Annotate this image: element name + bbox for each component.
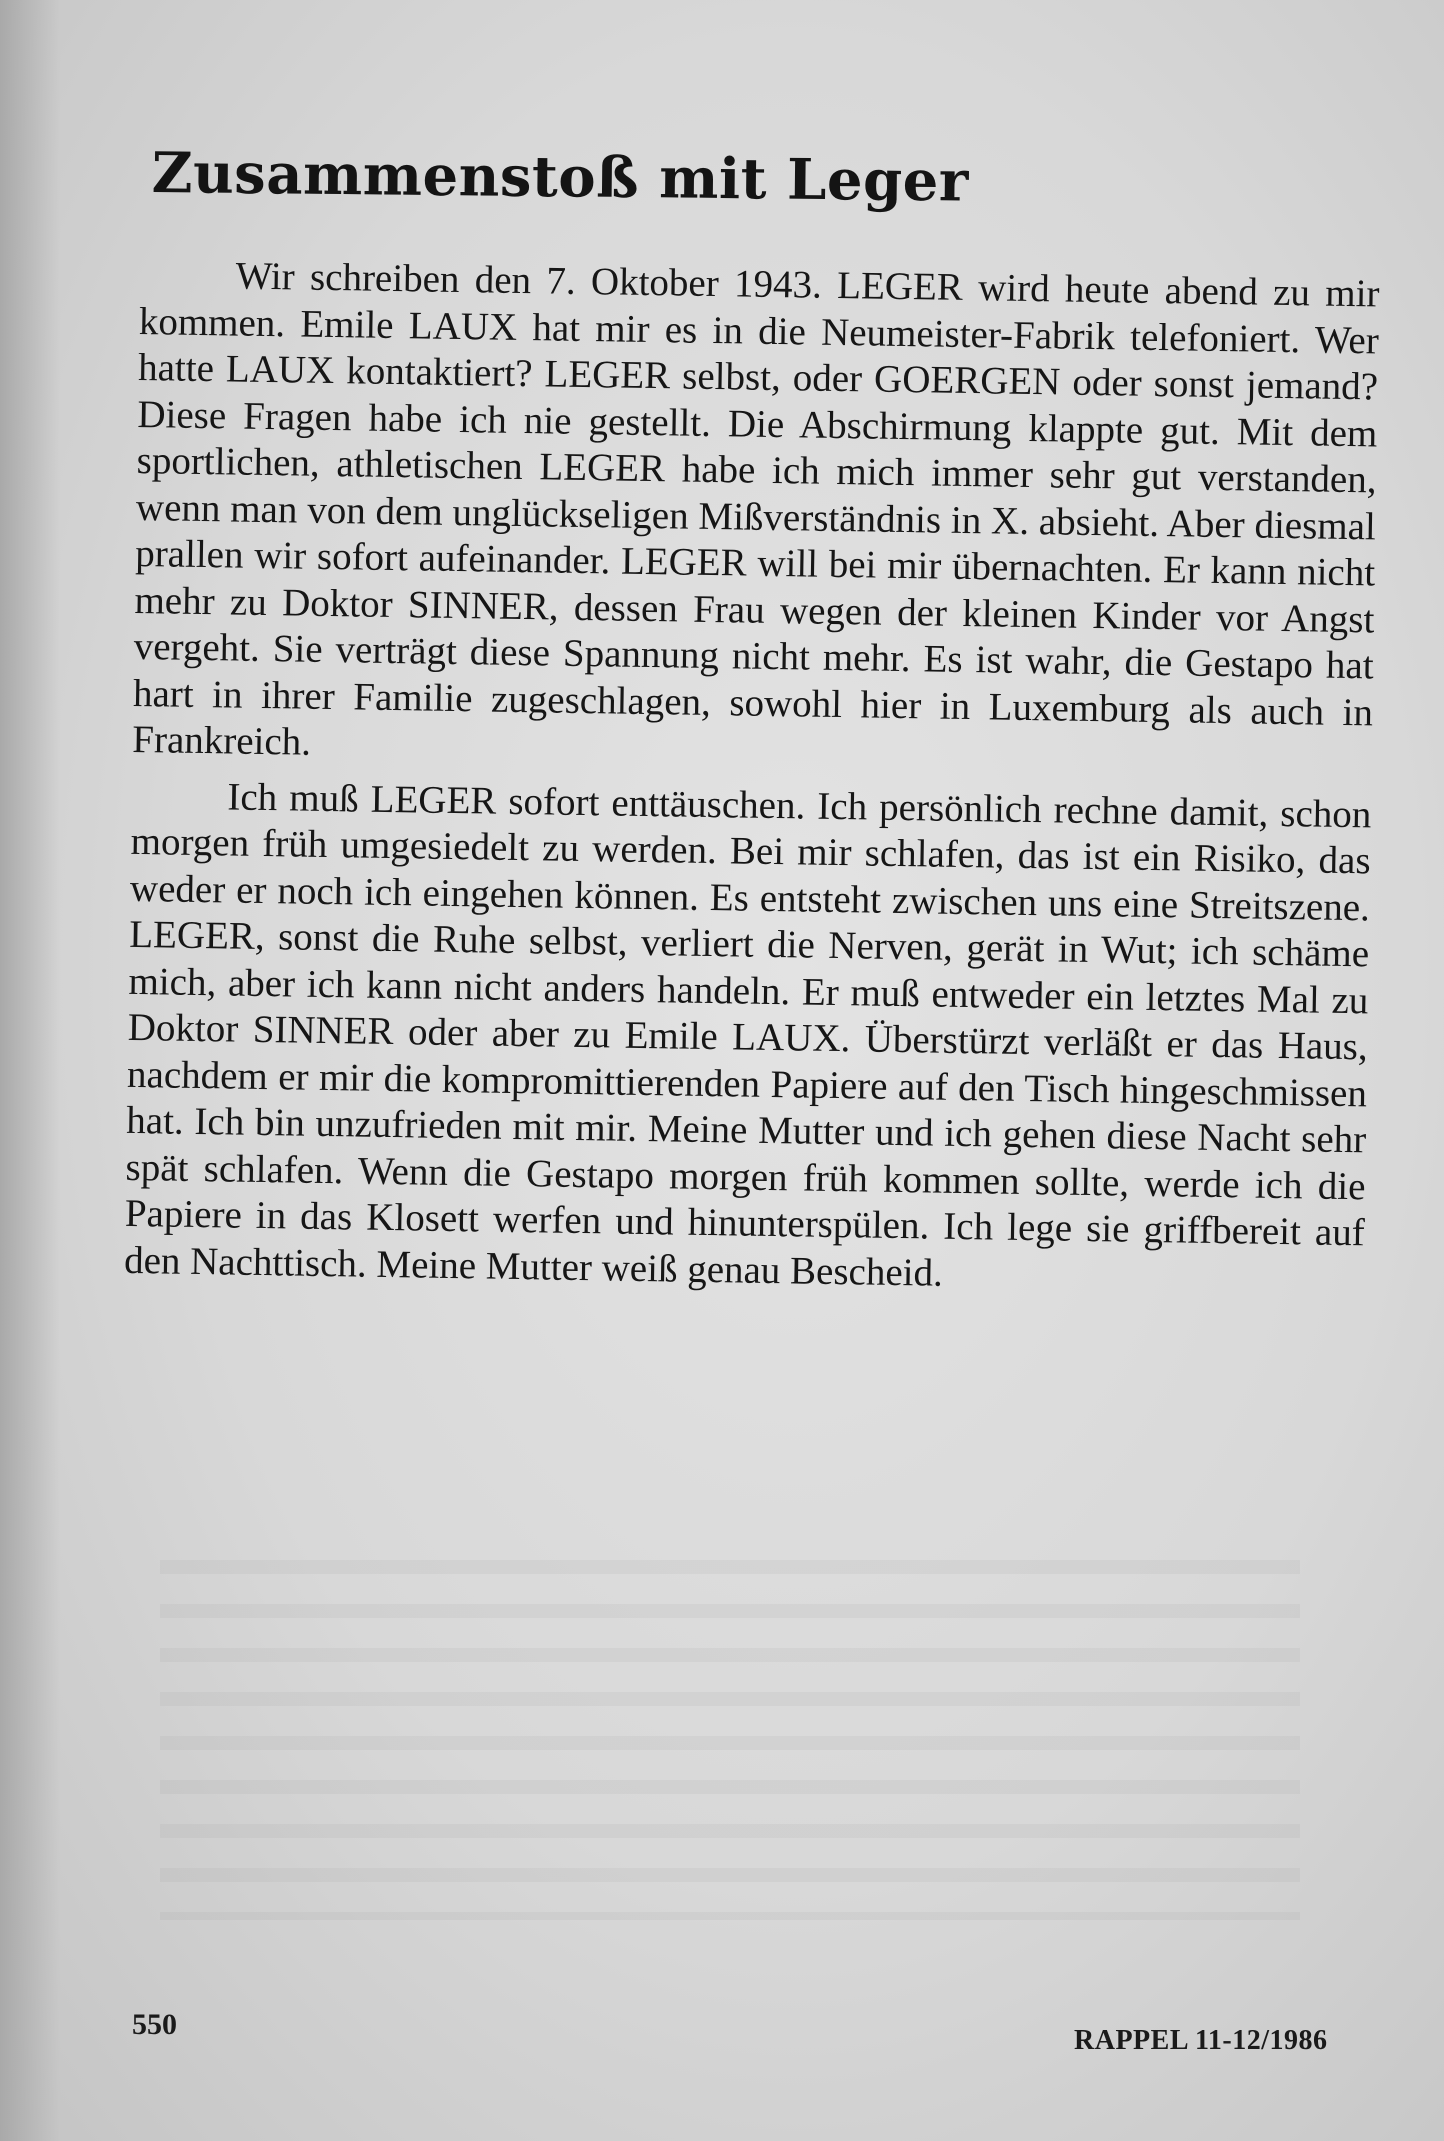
paragraph-1: Wir schreiben den 7. Oktober 1943. LEGER wird heute abend zu mir kommen. Emile LAUX hat mir es in die Neumeister-Fabrik telefoniert. Wer hatte LAUX kontaktiert? LEGER selbst, oder GOERGEN oder sonst jemand? Diese Fragen habe ich nie gestellt. Die Abschirmung klappte gut. Mit dem sportlichen, athletischen LEGER habe ich mich immer sehr gut verstanden, wenn man von dem unglückseligen Mißverständnis in X. absieht. Aber diesmal prallen wir sofort aufeinander. LEGER will bei mir übernachten. Er kann nicht mehr zu Doktor SINNER, dessen Frau wegen der kleinen Kinder vor Angst vergeht. Sie verträgt diese Spannung nicht mehr. Es ist wahr, die Gestapo hat hart in ihrer Familie zugeschlagen, sowohl hier in Luxemburg als auch in Frankreich. — [132, 254, 1380, 764]
paragraph-2: Ich muß LEGER sofort enttäuschen. Ich persönlich rechne damit, schon morgen früh umgesiedelt zu werden. Bei mir schlafen, das ist ein Risiko, das weder er noch ich eingehen können. Es entsteht zwischen uns eine Streitszene. LEGER, sonst die Ruhe selbst, verliert die Nerven, gerät in Wut; ich schäme mich, aber ich kann nicht anders handeln. Er muß entweder ein letztes Mal zu Doktor SINNER oder aber zu Emile LAUX. Überstürzt verläßt er das Haus, nachdem er mir die kompromittierenden Papiere auf den Tisch hingeschmissen hat. Ich bin unzufrieden mit mir. Meine Mutter und ich gehen diese Nacht sehr spät schlafen. Wenn die Gestapo morgen früh kommen sollte, werde ich die Papiere in das Klosett werfen und hinunterspülen. Ich lege sie griffbereit auf den Nachttisch. Meine Mutter weiß genau Bescheid. — [123, 774, 1372, 1295]
show-through-texture — [160, 1560, 1300, 1920]
article-title: Zusammenstoß mit Leger — [151, 140, 970, 215]
journal-reference: RAPPEL 11-12/1986 — [1074, 2025, 1328, 2056]
article-body — [124, 252, 1380, 1312]
page-gutter-shadow — [0, 0, 60, 2141]
page-number: 550 — [132, 2008, 177, 2041]
